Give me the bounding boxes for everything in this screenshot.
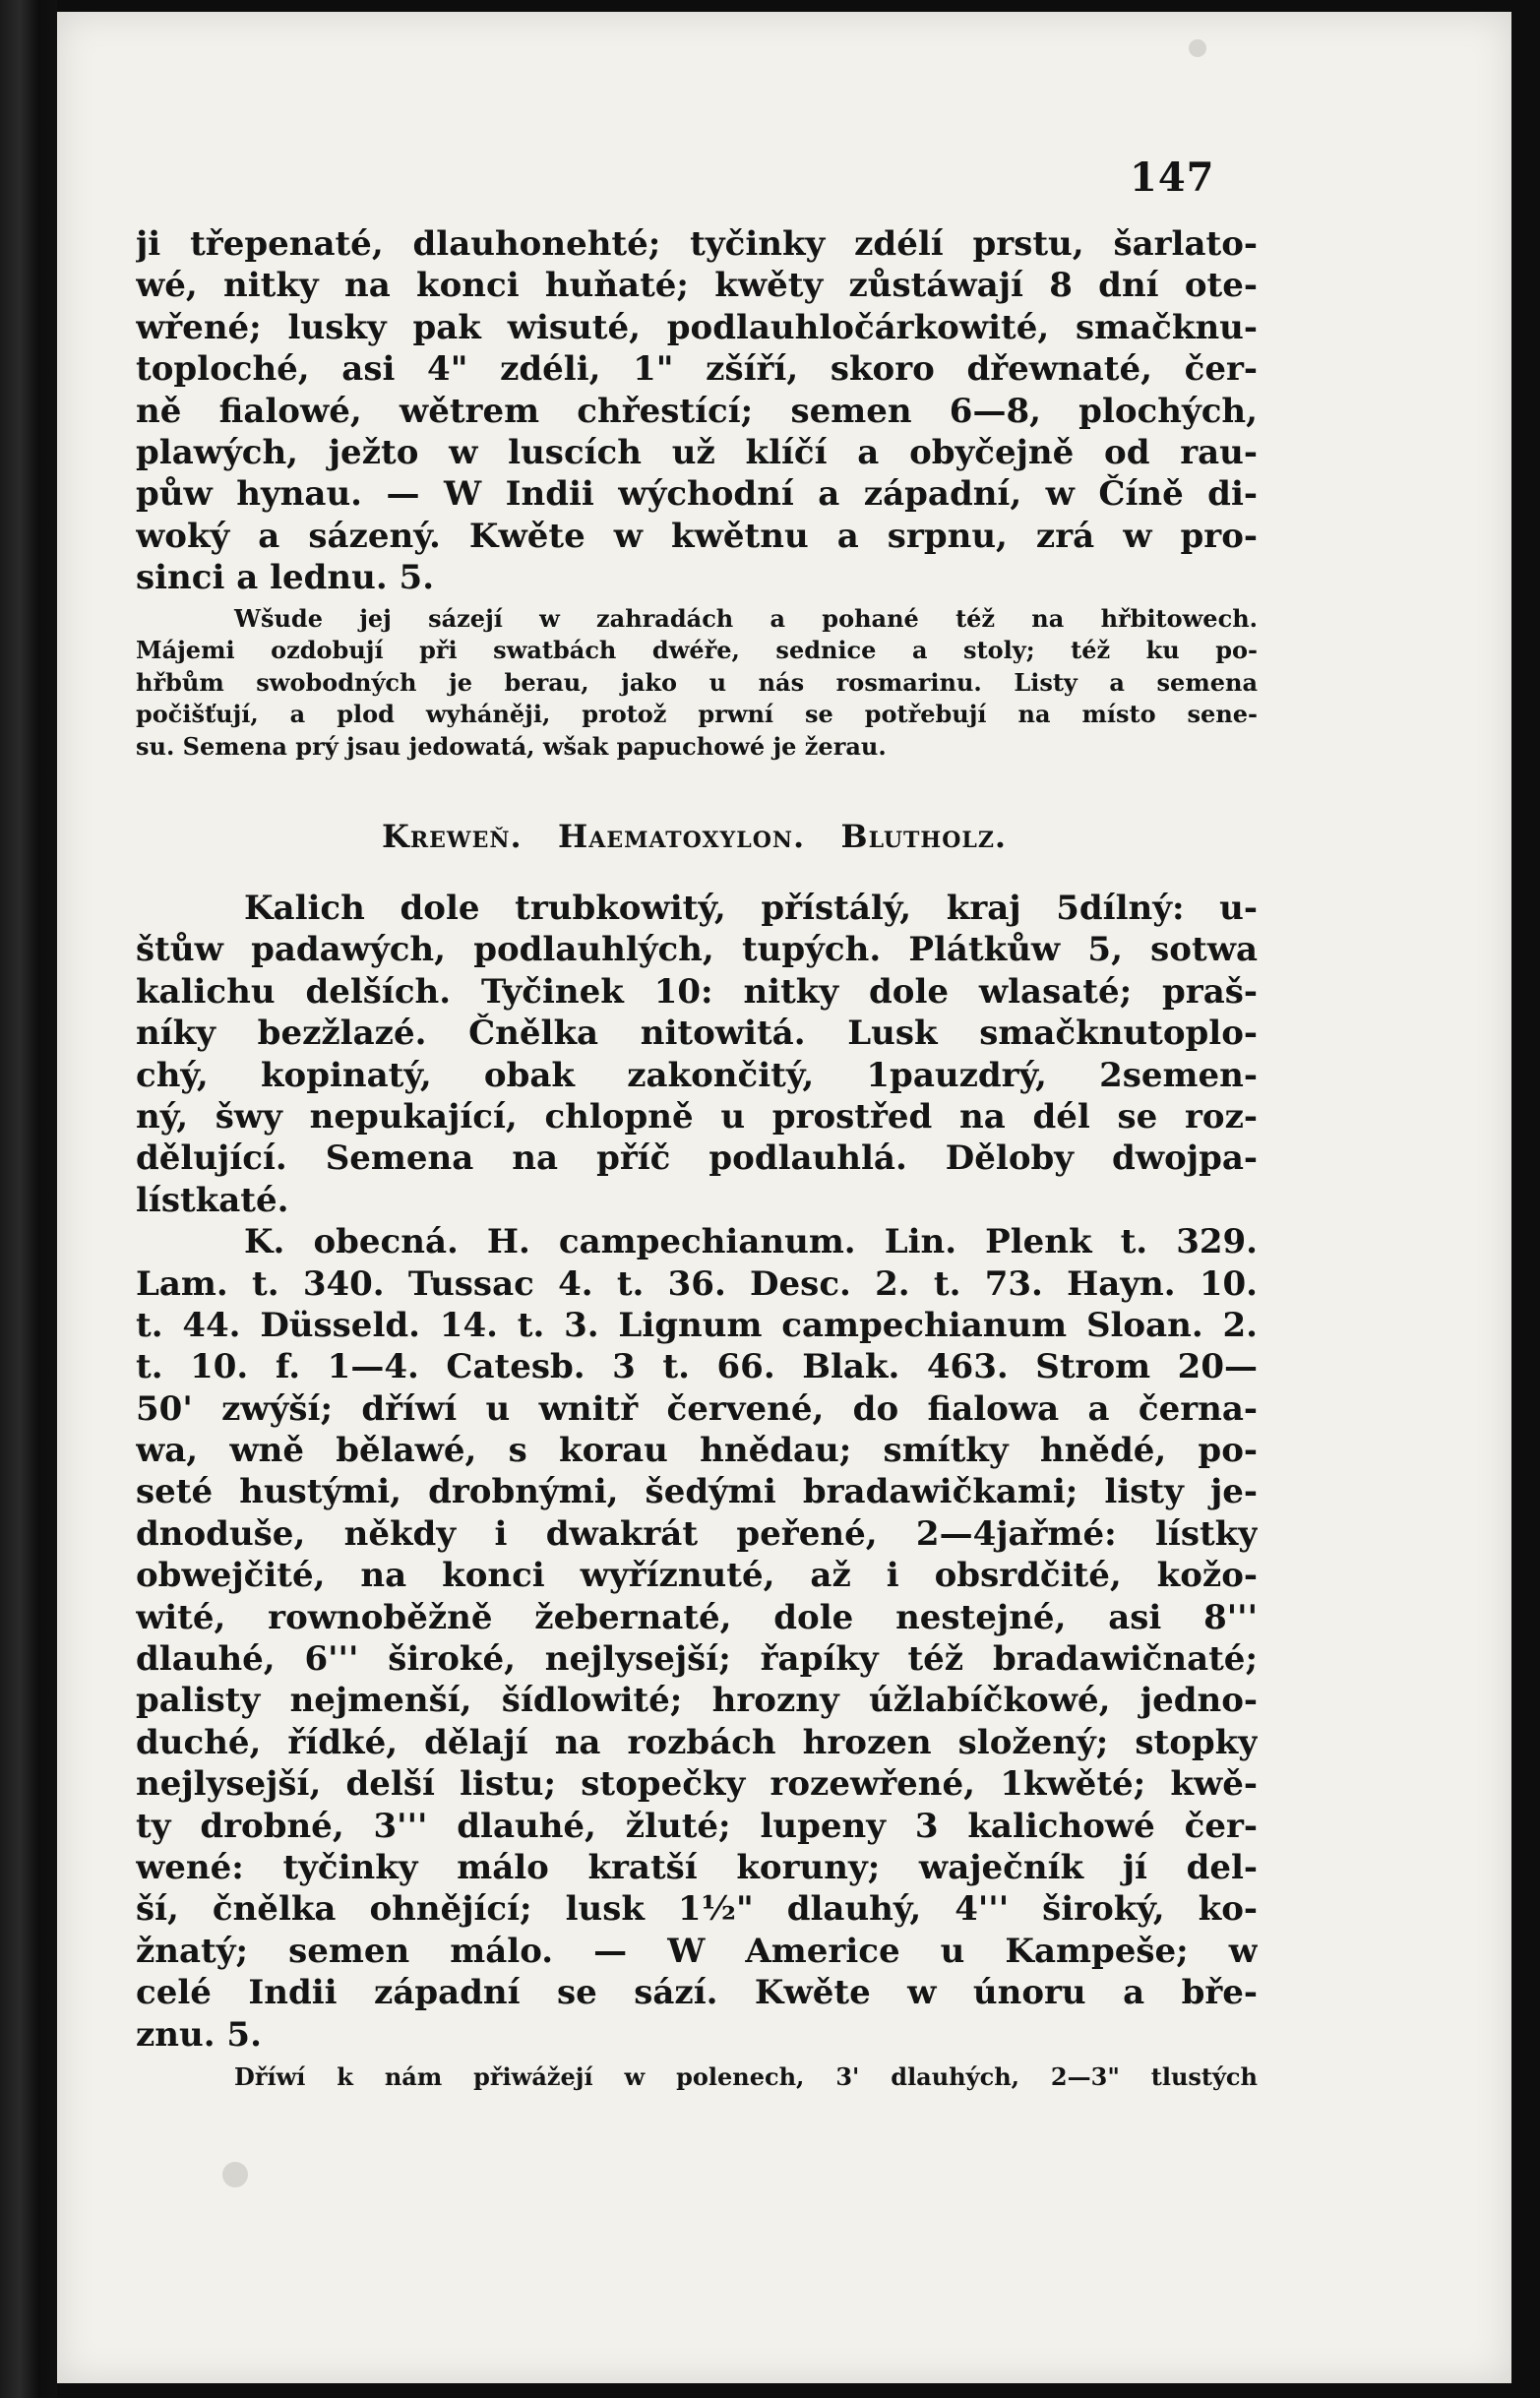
heading-latin: Haematoxylon. [558, 818, 806, 856]
text-line: t. 44. Düsseld. 14. t. 3. Lignum campechianum Sloan. 2. [136, 1305, 1258, 1345]
text-line: celé Indii západní se sází. Kwěte w únoru a bře- [136, 1973, 1258, 2013]
text-line: ný, šwy nepukající, chlopně u prostřed na dél se roz- [136, 1096, 1258, 1137]
heading-german: Blutholz. [840, 818, 1008, 856]
page-body [136, 223, 1258, 2093]
text-line: Kalich dole trubkowitý, přístálý, kraj 5dílný: u- [244, 889, 1258, 929]
text-line: chý, kopinatý, obak zakončitý, 1pauzdrý, 2semen- [136, 1055, 1258, 1095]
text-line: woký a sázený. Kwěte w kwětnu a srpnu, zrá w pro- [136, 516, 1258, 556]
text-line: wé, nitky na konci huňaté; kwěty zůstáwají 8 dní ote- [136, 266, 1258, 306]
page-number: 147 [1130, 154, 1215, 201]
text-line: wa, wně bělawé, s korau hnědau; smítky hnědé, po- [136, 1431, 1258, 1471]
paper-spot [1189, 39, 1206, 57]
text-line: níky bezžlazé. Čnělka nitowitá. Lusk smačknutoplo- [136, 1014, 1258, 1054]
note-line: su. Semena prý jsau jedowatá, wšak papuchowé je žerau. [136, 731, 887, 761]
text-line: plawých, ježto w luscích už klíčí a obyčejně od rau- [136, 432, 1258, 472]
paragraph-3 [136, 1221, 1258, 2056]
note-line: Wšude jej sázejí w zahradách a pohané též na hřbitowech. [234, 603, 1258, 633]
text-line: K. obecná. H. campechianum. Lin. Plenk t. 329. [244, 1222, 1258, 1262]
text-line: palisty nejmenší, šídlowité; hrozny úžlabíčkowé, jedno- [136, 1681, 1258, 1721]
text-line: wité, rownoběžně žebernaté, dole nestejné, asi 8''' [136, 1597, 1258, 1637]
text-line: wřené; lusky pak wisuté, podlauhločárkowité, smačknu- [136, 307, 1258, 347]
text-line: wené: tyčinky málo kratší koruny; waječník jí del- [136, 1848, 1258, 1887]
text-line: duché, řídké, dělají na rozbách hrozen složený; stopky [136, 1722, 1258, 1762]
text-line: t. 10. f. 1—4. Catesb. 3 t. 66. Blak. 463. Strom 20— [136, 1347, 1258, 1387]
text-line: ji třepenaté, dlauhonehté; tyčinky zdélí prstu, šarlato- [136, 224, 1258, 264]
text-line: znu. 5. [136, 2014, 262, 2055]
text-line: 50' zwýší; dříwí u wnitř červené, do fialowa a černa- [136, 1388, 1258, 1429]
text-line: sinci a lednu. 5. [136, 558, 435, 598]
paper-spot [222, 2162, 248, 2187]
book-page [57, 12, 1511, 2383]
text-line: nejlysejší, delší listu; stopečky rozewřené, 1kwěté; kwě- [136, 1764, 1258, 1805]
text-line: ty drobné, 3''' dlauhé, žluté; lupeny 3 kalichowé čer- [136, 1806, 1258, 1846]
book-binding-edge [0, 0, 57, 2398]
text-line: ší, čnělka ohnějící; lusk 1½" dlauhý, 4''' široký, ko- [136, 1889, 1258, 1930]
paragraph-1 [136, 223, 1258, 599]
text-line: toploché, asi 4" zdéli, 1" zšíří, skoro dřewnaté, čer- [136, 349, 1258, 390]
note-line: počišťují, a plod wyháněji, protož prwní se potřebují na místo sene- [136, 700, 1258, 729]
text-line: obwejčité, na konci wyříznuté, až i obsrdčité, kožo- [136, 1556, 1258, 1596]
footnote-1 [136, 603, 1258, 764]
text-line: dlauhé, 6''' široké, nejlysejší; řapíky též bradawičnaté; [136, 1639, 1258, 1680]
paragraph-2 [136, 888, 1258, 1221]
text-line: dnoduše, někdy i dwakrát peřené, 2—4jařmé: lístky [136, 1513, 1258, 1554]
text-line: žnatý; semen málo. — W Americe u Kampeše; w [136, 1931, 1258, 1971]
text-line: seté hustými, drobnými, šedými bradawičkami; listy je- [136, 1472, 1258, 1512]
genus-heading [136, 807, 1258, 866]
footnote-2: Dříwí k nám přiwážejí w polenech, 3' dlauhých, 2—3" tlustých [234, 2061, 1258, 2091]
text-line: lístkaté. [136, 1180, 289, 1220]
text-line: Lam. t. 340. Tussac 4. t. 36. Desc. 2. t. 73. Hayn. 10. [136, 1263, 1258, 1304]
note-line: Májemi ozdobují při swatbách dwéře, sednice a stoly; též ku po- [136, 636, 1258, 665]
text-line: dělující. Semena na příč podlauhlá. Děloby dwojpa- [136, 1138, 1258, 1179]
heading-czech: Kreweň. [382, 818, 523, 856]
note-line: hřbům swobodných je berau, jako u nás rosmarinu. Listy a semena [136, 667, 1258, 697]
text-line: půw hynau. — W Indii wýchodní a západní, w Číně di- [136, 474, 1258, 515]
text-line: ně fialowé, wětrem chřestící; semen 6—8, plochých, [136, 391, 1258, 431]
text-line: štůw padawých, podlauhlých, tupých. Plátkůw 5, sotwa [136, 930, 1258, 970]
text-line: kalichu delších. Tyčinek 10: nitky dole wlasaté; praš- [136, 971, 1258, 1012]
